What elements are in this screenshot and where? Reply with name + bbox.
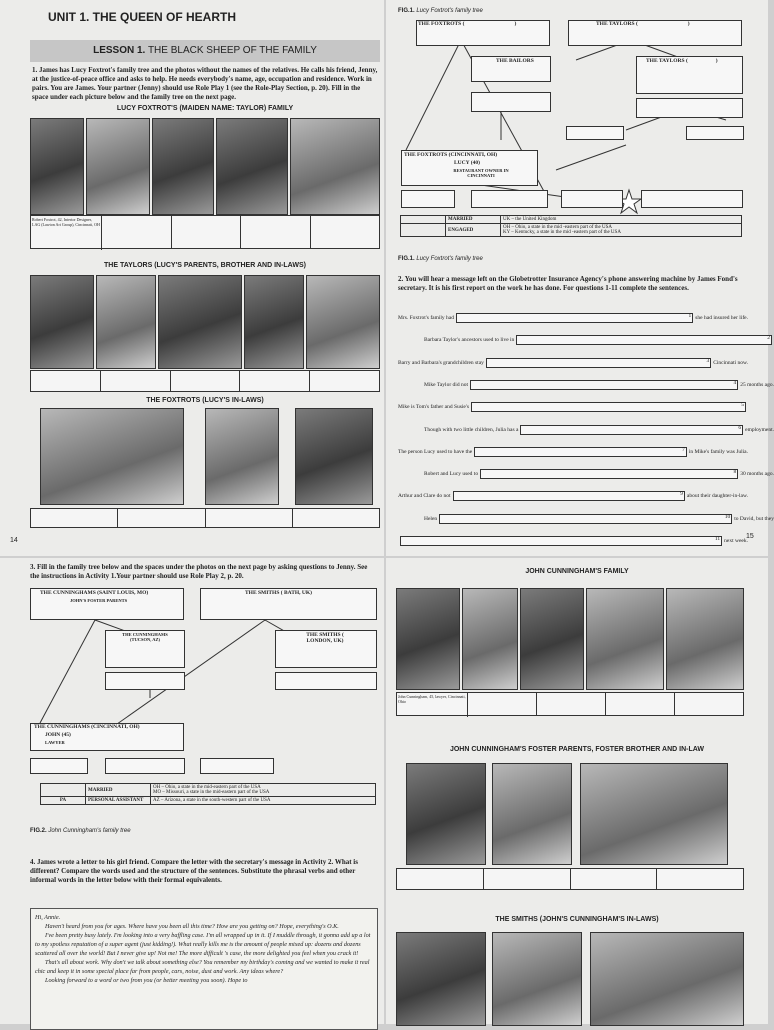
question-number: 9 xyxy=(680,491,683,498)
tree-box[interactable] xyxy=(401,190,455,208)
answer-cell[interactable] xyxy=(657,869,743,889)
answer-cell[interactable] xyxy=(171,371,241,391)
photo-1 xyxy=(396,588,460,690)
letter-box xyxy=(30,908,378,1030)
tree-box[interactable] xyxy=(105,672,185,690)
figure-label xyxy=(30,828,131,834)
unit-title: UNIT 1. THE QUEEN OF HEARTH xyxy=(48,10,237,24)
sentence-suffix: 25 months ago. xyxy=(740,381,774,388)
tree-label-cunninghams-stl: THE CUNNINGHAMS (SAINT LOUIS, MO) xyxy=(40,590,149,596)
sentence-row xyxy=(398,402,748,412)
answer-blank[interactable] xyxy=(456,313,693,323)
sentence-prefix: Helen xyxy=(424,515,438,522)
sentence-row xyxy=(424,425,774,435)
answer-cell[interactable] xyxy=(240,371,310,391)
sentence-prefix: Barbara Taylor's ancestors used to live in xyxy=(424,337,515,344)
figure-title: Lucy Foxtrot's family tree xyxy=(416,8,483,14)
photo-10 xyxy=(306,275,380,369)
question-number: 5 xyxy=(741,402,744,409)
page-14 xyxy=(0,0,384,556)
sentence-suffix: Cincinnati now. xyxy=(713,359,748,366)
answer-cell[interactable] xyxy=(311,216,379,248)
question-number: 11 xyxy=(714,536,721,542)
page-16 xyxy=(0,558,384,1024)
tree-label-smiths-london: THE SMITHS ( LONDON, UK) xyxy=(306,632,344,644)
sentence-prefix: Robert and Lucy used to xyxy=(424,471,479,478)
tree-label-lawyer: LAWYER xyxy=(45,740,65,745)
tree-label-john: JOHN (45) xyxy=(45,732,71,738)
sentence-suffix: she had insured her life. xyxy=(695,315,748,321)
section-heading-taylors: THE TAYLORS (LUCY'S PARENTS, BROTHER AND IN-LAWS) xyxy=(104,262,306,269)
tree-label-foxtrots xyxy=(418,21,516,27)
activity-1-instruction: 1. James has Lucy Foxtrot's family tree and the photos without the names of the relatives. He calls his friend, Jenny, at the justice-of-peace office and asks to help. He needs everybody's name, age, occupation and residence. Work in pairs. You are James. Your partner (Jenny) should use Role Play 1 (see the Role-Play Section, p. 20). Fill in the space under each picture below and the family tree on the next page. xyxy=(32,66,378,101)
legend-personal-assistant: PERSONAL ASSISTANT xyxy=(86,797,151,805)
answer-cell[interactable] xyxy=(606,693,675,715)
sentence-suffix: employment. xyxy=(745,426,774,433)
photo-2 xyxy=(86,118,150,215)
tree-text: THE TAYLORS ( xyxy=(646,58,688,64)
tree-box[interactable] xyxy=(105,758,185,774)
sentence-row xyxy=(424,469,774,479)
letter-paragraph: Looking forward to a word or two from you (or better meeting you soon). Hope to xyxy=(45,977,248,984)
legend-oh: OH – Ohio, a state in the mid-eastern part of the USA xyxy=(153,785,261,790)
photo-4 xyxy=(216,118,288,215)
figure-caption-title: Lucy Foxtrot's family tree xyxy=(416,256,483,262)
question-number: 1 xyxy=(688,313,692,319)
sentence-row xyxy=(424,380,774,390)
photo-7 xyxy=(96,275,156,369)
answer-blank[interactable] xyxy=(400,536,722,546)
answer-row-1 xyxy=(396,692,744,716)
photo-8 xyxy=(580,763,728,865)
sentence-prefix: Mike is Tom's father and Susie's xyxy=(398,404,470,411)
figure-number: FIG.1. xyxy=(398,8,415,14)
page-number: 14 xyxy=(10,537,18,544)
answer-cell[interactable] xyxy=(468,693,537,715)
tree-box[interactable] xyxy=(636,98,743,118)
tree-label-taylors-2 xyxy=(646,58,718,64)
answer-blank[interactable] xyxy=(453,491,685,501)
legend-pa: PA xyxy=(41,797,86,805)
tree-label-cunninghams-cincinnati: THE CUNNINGHAMS (CINCINNATI, OH) xyxy=(34,724,140,730)
page-number: 15 xyxy=(746,533,754,540)
photo-9 xyxy=(244,275,304,369)
letter-paragraph: Haven't heard from you for ages. Where have you been all this time? How are you getting on? Hope, everything's O.K. xyxy=(45,923,339,930)
tree-text: ) xyxy=(715,58,718,64)
tree-label-smiths-bath: THE SMITHS ( BATH, UK) xyxy=(245,590,312,596)
answer-cell[interactable] xyxy=(571,869,658,889)
figure-number: FIG.2. xyxy=(30,828,47,834)
answer-cell[interactable] xyxy=(397,869,484,889)
section-heading-john-family: JOHN CUNNINGHAM'S FAMILY xyxy=(525,568,629,575)
answer-blank[interactable] xyxy=(516,335,772,345)
legend-married: MARRIED xyxy=(446,216,501,224)
answer-cell[interactable] xyxy=(310,371,379,391)
tree-box[interactable] xyxy=(275,672,377,690)
photo-7 xyxy=(492,763,572,865)
tree-label-lucy-occupation: RESTAURANT OWNER IN CINCINNATI xyxy=(453,168,509,178)
sentence-row xyxy=(398,536,748,546)
legend-uk: UK – the United Kingdom xyxy=(501,216,742,224)
answer-row-1 xyxy=(30,215,380,249)
answer-cell-caption: John Cunningham, 45, lawyer, Cincinnati, Ohio xyxy=(397,693,468,717)
sentence-suffix: in Mike's family was Julia. xyxy=(688,448,748,455)
answer-blank[interactable] xyxy=(480,469,738,479)
figure-caption-number: FIG.1. xyxy=(398,256,415,262)
tree-label-lucy: LUCY (40) xyxy=(454,160,480,166)
tree-text: ) xyxy=(514,21,517,27)
legend-table xyxy=(40,783,376,805)
sentence-prefix: Mrs. Foxtrot's family had xyxy=(398,315,454,321)
answer-cell[interactable] xyxy=(537,693,606,715)
activity-3-instruction: 3. Fill in the family tree below and the spaces under the photos on the next page by asking questions to Jenny. See the instructions in Activity 1.Your partner should use Role Play 2, p. 20. xyxy=(30,563,368,580)
sentence-prefix: Arthur and Clare do not xyxy=(398,493,451,500)
photo-3 xyxy=(152,118,214,215)
photo-10 xyxy=(492,932,582,1026)
photo-5 xyxy=(666,588,744,690)
photo-6 xyxy=(30,275,94,369)
figure-title: John Cunningham's family tree xyxy=(48,828,131,834)
letter-paragraph: That's all about work. Why don't we talk about something else? You remember my birthday's coming and we wanted to make it real chic and keep it in some special place far from people, cars, noise, dust and work. Any ideas where? xyxy=(35,959,370,975)
legend-mo: MO – Missouri, a state in the mid-eastern part of the USA xyxy=(153,790,270,795)
answer-blank[interactable] xyxy=(439,514,732,524)
tree-box[interactable] xyxy=(561,190,623,208)
photo-6 xyxy=(406,763,486,865)
answer-cell[interactable] xyxy=(118,509,205,527)
question-number: 3 xyxy=(706,357,710,364)
photo-8 xyxy=(158,275,242,369)
answer-cell-caption: Robert Foxtrot, 42, Interior Designer, LAG (Lawton Art Group), Cincinnati, OH xyxy=(31,216,102,250)
sentence-suffix: next week. xyxy=(724,538,748,544)
question-number: 10 xyxy=(724,513,731,520)
photo-9 xyxy=(396,932,486,1026)
legend-az: AZ – Arizona, a state in the south-western part of the USA xyxy=(151,797,376,805)
sentence-row xyxy=(424,514,774,524)
tree-box[interactable] xyxy=(566,126,624,140)
figure-caption xyxy=(398,256,483,262)
answer-blank[interactable] xyxy=(471,402,746,412)
answer-cell[interactable] xyxy=(206,509,293,527)
tree-label-cunninghams-tucson: THE CUNNINGHAMS (TUCSON, AZ) xyxy=(122,632,168,642)
sentence-suffix: to David, but they xyxy=(734,515,774,522)
photo-4 xyxy=(586,588,664,690)
photo-12 xyxy=(205,408,279,505)
question-number: 8 xyxy=(733,469,737,476)
photo-11 xyxy=(40,408,184,505)
sentence-row xyxy=(398,447,748,457)
answer-cell[interactable] xyxy=(172,216,241,248)
legend-table xyxy=(400,215,742,237)
tree-box[interactable] xyxy=(471,190,548,208)
photo-13 xyxy=(295,408,373,505)
lesson-number: LESSON 1. xyxy=(93,45,146,56)
answer-row-3 xyxy=(30,508,380,528)
sentence-row xyxy=(424,335,774,345)
tree-box[interactable] xyxy=(641,190,743,208)
sentence-suffix: 30 months ago. xyxy=(740,471,774,478)
answer-cell[interactable] xyxy=(241,216,310,248)
legend-oh: OH – Ohio, a state in the mid -eastern part of the USA xyxy=(503,225,613,230)
section-heading-lucy-family: LUCY FOXTROT'S (MAIDEN NAME: TAYLOR) FAMILY xyxy=(116,105,294,112)
sentence-prefix: Barry and Barbara's grandchildren stay xyxy=(398,359,484,366)
activity-4-instruction: 4. James wrote a letter to his girl friend. Compare the letter with the secretary's message in Activity 2. What is different? Compare the words used and the structure of the sentences. Substitute the phrasal verbs and other informal words in the letter below with their formal equivalents. xyxy=(30,858,358,884)
tree-box[interactable] xyxy=(200,758,274,774)
answer-row-2 xyxy=(30,370,380,392)
answer-blank[interactable] xyxy=(486,358,711,368)
sentence-row xyxy=(398,358,748,368)
lesson-title xyxy=(30,45,380,56)
answer-cell[interactable] xyxy=(31,371,101,391)
letter-paragraph: I've been pretty busy lately. I'm looking into a very baffling case. I'm all wrapped up in it. If I muddle through, it gonna add up a lot to my spotless reputation of a super agent (just kidding!). What really kills me is the amount of people mixed up: dozens and dozens scattered all over the world! But I never give up! Not me! The more difficult 's case, the more delighted you feel when you crack it! xyxy=(35,932,371,957)
tree-box[interactable] xyxy=(471,92,551,112)
question-number: 2 xyxy=(767,335,770,342)
answer-cell[interactable] xyxy=(293,509,379,527)
legend-married: MARRIED xyxy=(86,784,151,797)
lesson-name: THE BLACK SHEEP OF THE FAMILY xyxy=(147,45,317,56)
sentence-prefix: Mike Taylor did not xyxy=(424,381,468,388)
legend-oh-ky xyxy=(501,224,742,237)
tree-label-taylors xyxy=(596,21,690,27)
answer-blank[interactable] xyxy=(470,380,738,390)
tree-label-foxtrots-cincinnati: THE FOXTROTS (CINCINNATI, OH) xyxy=(404,152,498,158)
section-heading-foster-parents: JOHN CUNNINGHAM'S FOSTER PARENTS, FOSTER BROTHER AND IN-LAW xyxy=(449,746,705,753)
answer-cell[interactable] xyxy=(675,693,743,715)
photo-11 xyxy=(590,932,744,1026)
answer-cell[interactable] xyxy=(102,216,171,248)
tree-text: THE FOXTROTS ( xyxy=(418,21,465,27)
sentence-prefix: The person Lucy used to have the xyxy=(398,448,473,455)
sentence-prefix: Though with two little children, Julia has a xyxy=(424,426,519,433)
answer-cell[interactable] xyxy=(484,869,571,889)
tree-label-foster-parents: JOHN'S FOSTER PARENTS xyxy=(70,598,128,603)
question-number: 4 xyxy=(733,379,737,386)
question-number: 6 xyxy=(738,424,742,431)
answer-row-2 xyxy=(396,868,744,890)
tree-text: ) xyxy=(687,21,690,27)
tree-box[interactable] xyxy=(30,758,88,774)
tree-box[interactable] xyxy=(686,126,744,140)
section-heading-foxtrots: THE FOXTROTS (LUCY'S IN-LAWS) xyxy=(146,397,264,404)
section-heading-smiths: THE SMITHS (JOHN'S CUNNINGHAM'S IN-LAWS) xyxy=(495,916,659,923)
photo-2 xyxy=(462,588,518,690)
legend-engaged: ENGAGED xyxy=(446,224,501,237)
tree-label-bailors: THE BAILORS xyxy=(496,58,534,64)
page-15 xyxy=(386,0,774,556)
answer-blank[interactable] xyxy=(520,425,743,435)
legend-oh-mo xyxy=(151,784,376,797)
photo-5 xyxy=(290,118,380,215)
photo-3 xyxy=(520,588,584,690)
sentence-row xyxy=(398,313,748,323)
answer-blank[interactable] xyxy=(474,447,687,457)
activity-2-instruction: 2. You will hear a message left on the Globetrotter Insurance Agency's phone answering machine by James Fond's secretary. It is his first report on the work he has done. For questions 1-11 complete the sentences. xyxy=(398,275,738,292)
answer-cell[interactable] xyxy=(31,509,118,527)
sentence-row xyxy=(398,491,748,501)
letter-paragraph: Hi, Annie. xyxy=(35,914,61,921)
answer-cell[interactable] xyxy=(101,371,171,391)
question-number: 7 xyxy=(682,446,685,453)
page-17 xyxy=(386,558,768,1024)
photo-1 xyxy=(30,118,84,215)
legend-ky: KY – Kentucky, a state in the mid -eastern part of the USA xyxy=(503,230,621,235)
sentence-suffix: about their daughter-in-law. xyxy=(686,493,748,500)
tree-text: THE TAYLORS ( xyxy=(596,21,638,27)
